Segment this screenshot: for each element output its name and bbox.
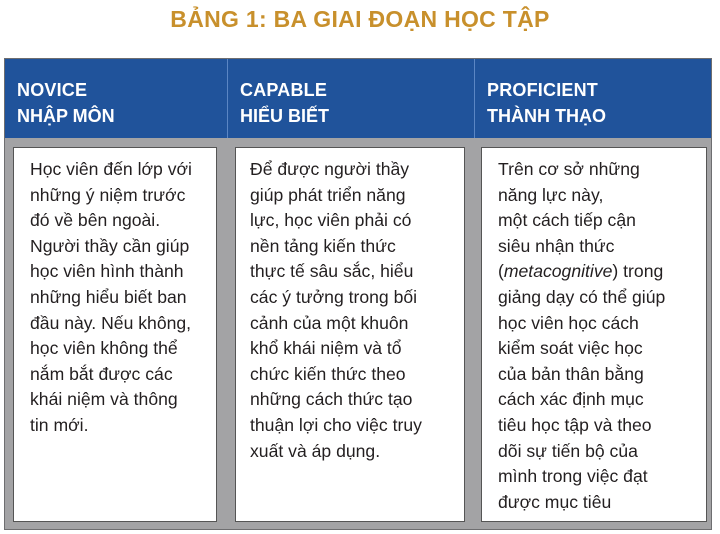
text-line: cảnh của một khuôn	[250, 312, 409, 333]
text-line: Người thầy cần giúp	[30, 235, 190, 256]
text-line: lực, học viên phải có	[250, 210, 412, 231]
cell-capable	[235, 147, 465, 522]
text-line: cách xác định mục	[498, 389, 644, 410]
text-line: nền tảng kiến thức	[250, 235, 396, 256]
cell-novice	[13, 147, 217, 522]
header-novice-vi: NHẬP MÔN	[17, 106, 115, 126]
cell-proficient	[481, 147, 707, 522]
cell-novice-text	[30, 157, 208, 439]
metacognitive-term: metacognitive	[503, 261, 613, 282]
text-line: giúp phát triển năng	[250, 184, 406, 205]
text-line: của bản thân bằng	[498, 363, 644, 384]
text-line: mình trong việc đạt	[498, 466, 648, 487]
table-title: BẢNG 1: BA GIAI ĐOẠN HỌC TẬP	[170, 6, 550, 32]
header-novice-en: NOVICE	[17, 80, 88, 100]
text-line: giảng dạy có thể giúp	[498, 286, 666, 307]
text-line: học viên hình thành	[30, 261, 184, 282]
text-line: (metacognitive) trong	[498, 261, 664, 282]
text-line: những hiểu biết ban	[30, 286, 187, 307]
cell-capable-text	[250, 157, 454, 464]
table-body	[5, 138, 711, 529]
text-line: đầu này. Nếu không,	[30, 312, 192, 333]
text-line: học viên không thể	[30, 338, 178, 359]
stages-table	[4, 58, 712, 530]
text-line: một cách tiếp cận	[498, 210, 636, 231]
text-line: Học viên đến lớp với	[30, 159, 192, 179]
header-capable	[228, 59, 475, 138]
text-line: những cách thức tạo	[250, 389, 413, 410]
header-capable-en: CAPABLE	[240, 80, 328, 100]
text-line: nắm bắt được các	[30, 363, 173, 384]
text-line: xuất và áp dụng.	[250, 440, 381, 461]
text-line: tin mới.	[30, 414, 89, 435]
text-line: Để được người thầy	[250, 159, 410, 179]
text-line: học viên học cách	[498, 312, 639, 333]
cell-proficient-text	[498, 157, 700, 515]
text-line: thực tế sâu sắc, hiểu	[250, 261, 414, 282]
text-line: chức kiến thức theo	[250, 363, 406, 384]
text-line: Trên cơ sở những	[498, 159, 640, 179]
text-line: những ý niệm trước	[30, 184, 186, 205]
text-line: thuận lợi cho việc truy	[250, 414, 422, 435]
text-line: được mục tiêu	[498, 491, 612, 512]
text-line: siêu nhận thức	[498, 235, 615, 256]
header-proficient-en: PROFICIENT	[487, 80, 599, 100]
text-line: khái niệm và thông	[30, 389, 178, 410]
header-proficient-vi: THÀNH THẠO	[487, 106, 606, 126]
text-line: năng lực này,	[498, 184, 604, 205]
text-line: khổ khái niệm và tổ	[250, 338, 402, 359]
text-line: tiêu học tập và theo	[498, 414, 652, 435]
text-line: kiểm soát việc học	[498, 338, 643, 359]
text-line: dõi sự tiến bộ của	[498, 440, 638, 461]
text-line: đó về bên ngoài.	[30, 210, 161, 231]
header-novice	[5, 59, 228, 138]
header-proficient	[475, 59, 711, 138]
text-line: các ý tưởng trong bối	[250, 286, 418, 307]
header-capable-vi: HIỂU BIẾT	[240, 106, 330, 126]
table-header	[5, 59, 711, 138]
